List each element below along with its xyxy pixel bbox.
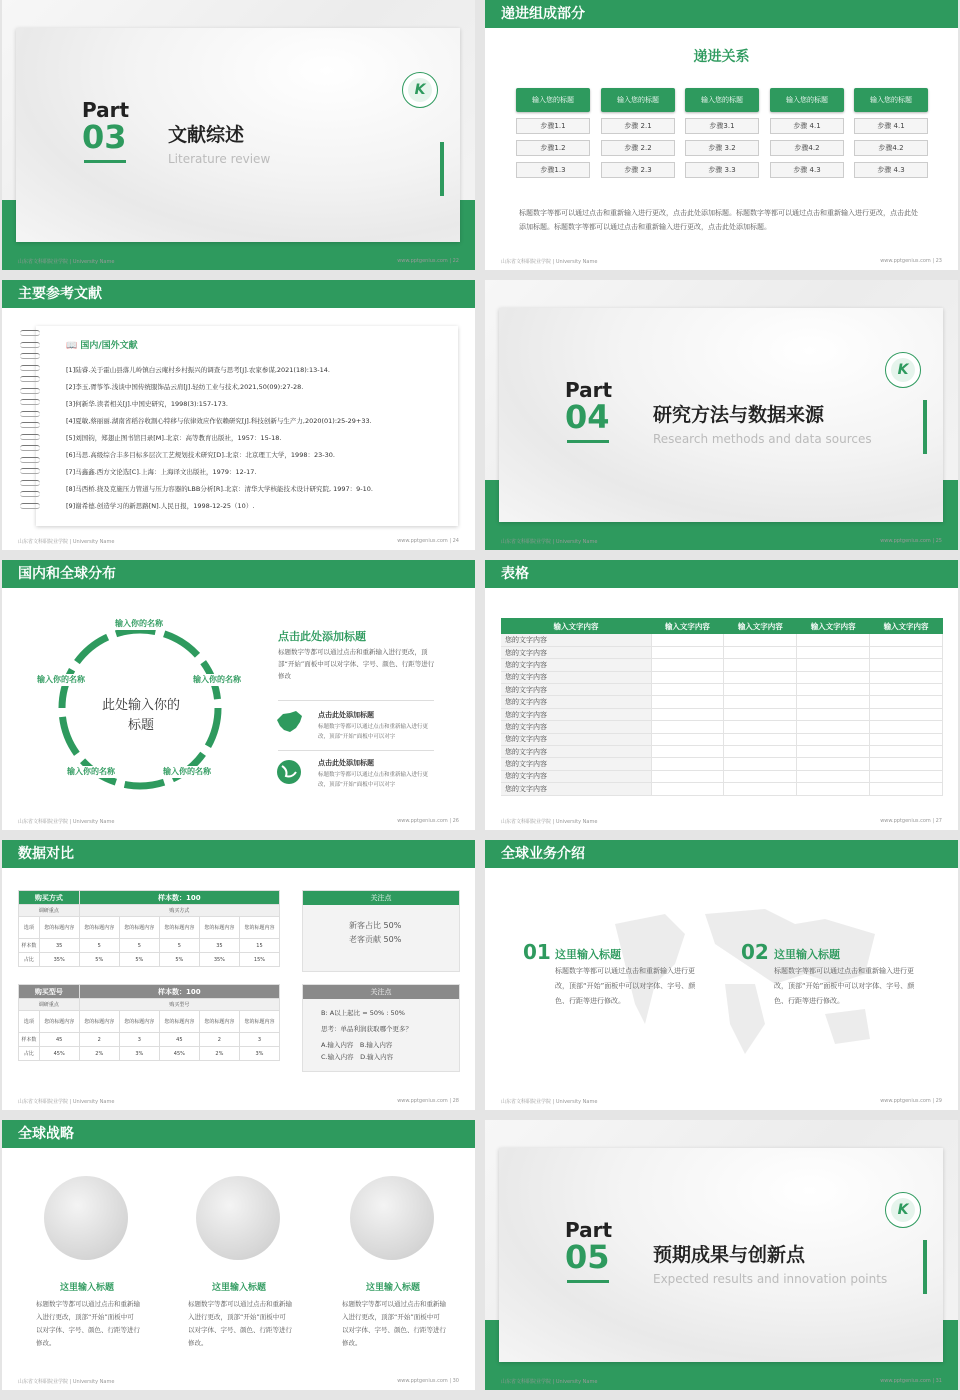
column-header: 输入文字内容 [651, 618, 724, 634]
compare-table: 购买型号 样本数：100 调研重点 购买型号 选项 您的标题内容 您的标题内容 您的标题内容 您的标题内容 您的标题内容 您的标题内容 样本数 45 2 3 45 2 3 占比 45% 2% 3% 45% 2% 3% [18, 984, 280, 1061]
slide-footer: 山东省文科职院业学院 | University Name www.pptgenius.com | 28 [18, 1098, 459, 1105]
accent-bar [440, 142, 444, 196]
accent-bar [923, 400, 927, 454]
reference-item: [1]陆睿.关于霍山县落儿岭镇白云庵村乡村振兴的调查与思考[J].农家参谋,2021(18):13-14. [66, 366, 330, 374]
reference-item: [2]李玉,胥筝筝.浅谈中国传统服饰品云肩[J].轻纺工业与技术,2021,50(09):27-28. [66, 383, 304, 391]
data-table [501, 618, 943, 796]
step-box[interactable]: 步骤 3.2 [685, 140, 759, 156]
part-word: Part [82, 98, 130, 122]
right-text: 标题数字等都可以通过点击和重新输入进行更改，顶部“开始”面板中可以对字体、字号、颜色、行距等进行修改 [278, 648, 435, 680]
column-header: 输入文字内容 [870, 618, 943, 634]
step-column [685, 88, 759, 178]
step-column [854, 88, 928, 178]
table-row: 您的文字内容 [501, 646, 943, 658]
step-column [516, 88, 590, 178]
relation-title: 递进关系 [693, 49, 750, 65]
step-box[interactable]: 步骤3.1 [685, 118, 759, 134]
strategy-text: 标题数字等都可以通过点击和重新输入进行更改，顶部“开始”面板中可以对字体、字号、颜色、行距等进行修改。 [188, 1300, 292, 1347]
item-title: 这里输入标题 [774, 948, 840, 961]
slide-header: 数据对比 [2, 840, 475, 868]
right-title: 点击此处添加标题 [278, 630, 366, 643]
school-logo-icon: K [402, 72, 438, 108]
book-icon: 📖 [66, 341, 81, 351]
step-box[interactable]: 步骤4.2 [770, 140, 844, 156]
step-head-button[interactable]: 输入您的标题 [854, 88, 928, 112]
strategy-title: 这里输入标题 [211, 1283, 266, 1293]
item-title: 点击此处添加标题 [318, 711, 374, 719]
part-underline [84, 160, 126, 163]
divider [278, 700, 434, 701]
section-title: 文献综述 [168, 124, 245, 146]
strategy-text: 标题数字等都可以通过点击和重新输入进行更改，顶部“开始”面板中可以对字体、字号、颜色、行距等进行修改。 [36, 1300, 140, 1347]
slide-29[interactable] [485, 840, 958, 1110]
part-number: 04 [565, 398, 610, 436]
item-text: 标题数字等都可以通过点击和重新输入进行更改，顶部“开始”面板中可以对字体、字号、颜色、行距等进行修改。 [555, 967, 696, 1005]
focus-box: 关注点 新客占比 50% 老客贡献 50% [302, 890, 460, 972]
table-row: 您的文字内容 [501, 770, 943, 782]
slide-25[interactable] [485, 280, 958, 550]
step-box[interactable]: 步骤 4.3 [854, 162, 928, 178]
slide-footer: 山东省文科职院业学院 | University Name www.pptgenius.com | 31 [501, 1378, 942, 1385]
slide-footer: 山东省文科职院业学院 | University Name www.pptgenius.com | 26 [18, 818, 459, 825]
school-logo-icon: K [885, 1192, 921, 1228]
step-box[interactable]: 步骤1.3 [516, 162, 590, 178]
ring-center-title: 此处输入你的标题 [101, 698, 180, 733]
slide-footer: 山东省文科职院业学院 | University Name www.pptgenius.com | 22 [18, 258, 459, 265]
ring-label: 输入你的名称 [115, 619, 163, 628]
reference-item: [5]刘国钧，郑翅止图书馆目录[M].北京：高等教育出版社，1957：15-18. [66, 434, 282, 442]
reference-list-title: 📖 国内/国外文献 [66, 341, 138, 351]
item-text: 标题数字等都可以通过点击和重新输入进行更改，顶部“开始”面板中可以对字 [318, 772, 429, 788]
reference-item: [4]夏敏,蔡丽丽.湖南省稻谷收割心特移与依律效应作依赖研究[J].科技创新与生产力,2020(01):25-29+33. [66, 417, 372, 425]
slide-28[interactable] [2, 840, 475, 1110]
globe-icon [44, 1176, 128, 1260]
slide-23[interactable] [485, 0, 958, 270]
section-subtitle: Research methods and data sources [653, 432, 872, 446]
step-column [770, 88, 844, 178]
slide-footer: 山东省文科职院业学院 | University Name www.pptgenius.com | 29 [501, 1098, 942, 1105]
strategy-text: 标题数字等都可以通过点击和重新输入进行更改，顶部“开始”面板中可以对字体、字号、颜色、行距等进行修改。 [342, 1300, 446, 1347]
china-map-icon [274, 708, 304, 736]
slide-30[interactable] [2, 1120, 475, 1390]
table-row: 您的文字内容 [501, 696, 943, 708]
step-box[interactable]: 步骤 2.2 [601, 140, 675, 156]
part-word: Part [565, 1218, 613, 1242]
reference-item: [6]马思.高级综合丰多目标多层次工艺规划技术研究[D].北京：北京理工大学，1998：23-30. [66, 451, 335, 459]
globe-icon [196, 1176, 280, 1260]
table-row: 您的文字内容 [501, 671, 943, 683]
step-column [601, 88, 675, 178]
table-row: 您的文字内容 [501, 733, 943, 745]
strategy-title: 这里输入标题 [59, 1283, 114, 1293]
step-head-button[interactable]: 输入您的标题 [516, 88, 590, 112]
column-header: 输入文字内容 [797, 618, 870, 634]
table-row: 您的文字内容 [501, 758, 943, 770]
step-box[interactable]: 步骤1.2 [516, 140, 590, 156]
strategy-title: 这里输入标题 [365, 1283, 420, 1293]
slide-header: 国内和全球分布 [2, 560, 475, 588]
compare-table: 购买方式 样本数：100 调研重点 购买方式 选项 您的标题内容 您的标题内容 您的标题内容 您的标题内容 您的标题内容 您的标题内容 样本数 35 5 5 5 35 15 占比 35% 5% 5% 5% 35% 15% [18, 890, 280, 967]
step-box[interactable]: 步骤 2.1 [601, 118, 675, 134]
step-box[interactable]: 步骤 4.1 [854, 118, 928, 134]
table-header-row [501, 618, 943, 634]
section-subtitle: Literature review [168, 152, 271, 166]
spiral-binding-icon [20, 330, 40, 526]
table-row: 您的文字内容 [501, 634, 943, 646]
slide-header: 全球战略 [2, 1120, 475, 1148]
divider [278, 750, 434, 751]
step-box[interactable]: 步骤 4.3 [770, 162, 844, 178]
part-number: 03 [82, 118, 127, 156]
slide-footer: 山东省文科职院业学院 | University Name www.pptgenius.com | 25 [501, 538, 942, 545]
focus-box: 关注点 B: A以上起比 = 50% : 50% 思考：单品利润获取哪个更多？ A.输入内容 B.输入内容 C.输入内容 D.输入内容 [302, 984, 460, 1072]
reference-item: [3]何新华.读者相关[J].中国史研究，1998(3):157-173. [66, 400, 228, 408]
slide-footer: 山东省文科职院业学院 | University Name www.pptgenius.com | 30 [18, 1378, 459, 1385]
table-row: 您的文字内容 [501, 684, 943, 696]
slide-footer: 山东省文科职院业学院 | University Name www.pptgenius.com | 23 [501, 258, 942, 265]
part-number: 05 [565, 1238, 610, 1276]
step-box[interactable]: 步骤 4.1 [770, 118, 844, 134]
column-header: 输入文字内容 [501, 618, 651, 634]
item-text: 标题数字等都可以通过点击和重新输入进行更改，顶部“开始”面板中可以对字 [318, 724, 429, 740]
table-row: 您的文字内容 [501, 721, 943, 733]
reference-item: [8]马西桥.挠及克施压力管道与压力容器的LBB分析[R].北京：清华大学核能技术设计研究院, 1997：9-10. [66, 485, 373, 493]
table-row: 您的文字内容 [501, 708, 943, 720]
table-row: 您的文字内容 [501, 783, 943, 795]
description-text: 标题数字等都可以通过点击和重新输入进行更改，点击此处添加标题。标题数字等都可以通过点击和重新输入进行更改，点击此处添加标题。标题数字等都可以通过点击和重新输入进行更改，点击此处添加标题。 [519, 209, 918, 231]
part-underline [567, 1280, 609, 1283]
step-box[interactable]: 步骤4.2 [854, 140, 928, 156]
ring-label: 输入你的名称 [193, 675, 241, 684]
ring-label: 输入你的名称 [37, 675, 85, 684]
table-row: 您的文字内容 [501, 659, 943, 671]
slide-22[interactable] [2, 0, 475, 270]
item-number: 01 [523, 940, 551, 964]
ring-label: 输入你的名称 [163, 767, 211, 776]
item-title: 点击此处添加标题 [318, 759, 374, 767]
step-box[interactable]: 步骤1.1 [516, 118, 590, 134]
globe-icon [274, 758, 304, 786]
section-title: 预期成果与创新点 [653, 1244, 806, 1266]
step-box[interactable]: 步骤 3.3 [685, 162, 759, 178]
step-head-button[interactable]: 输入您的标题 [601, 88, 675, 112]
slide-31[interactable] [485, 1120, 958, 1390]
slide-24[interactable] [2, 280, 475, 550]
school-logo-icon: K [885, 352, 921, 388]
slide-header: 主要参考文献 [2, 280, 475, 308]
reference-item: [7]马鑫鑫.西方文论选[C].上海：上海译文出版社，1979：12-17. [66, 468, 257, 476]
reference-item: [9]谢希德.创造学习的新思路[N].人民日报，1998-12-25（10）. [66, 502, 255, 510]
table-row: 您的文字内容 [501, 746, 943, 758]
slide-27[interactable] [485, 560, 958, 830]
slide-footer: 山东省文科职院业学院 | University Name www.pptgenius.com | 24 [18, 538, 459, 545]
slide-footer: 山东省文科职院业学院 | University Name www.pptgenius.com | 27 [501, 818, 942, 825]
part-underline [567, 440, 609, 443]
accent-bar [923, 1240, 927, 1294]
reference-list [66, 362, 446, 515]
item-text: 标题数字等都可以通过点击和重新输入进行更改，顶部“开始”面板中可以对字体、字号、颜色、行距等进行修改。 [774, 967, 915, 1005]
slide-header: 表格 [485, 560, 958, 588]
slide-header: 全球业务介绍 [485, 840, 958, 868]
step-head-button[interactable]: 输入您的标题 [685, 88, 759, 112]
step-box[interactable]: 步骤 2.3 [601, 162, 675, 178]
step-head-button[interactable]: 输入您的标题 [770, 88, 844, 112]
slide-header: 递进组成部分 [485, 0, 958, 28]
column-header: 输入文字内容 [724, 618, 797, 634]
section-subtitle: Expected results and innovation points [653, 1272, 888, 1286]
globe-icon [350, 1176, 434, 1260]
part-word: Part [565, 378, 613, 402]
section-title: 研究方法与数据来源 [653, 404, 825, 426]
slide-26[interactable] [2, 560, 475, 830]
ring-label: 输入你的名称 [67, 767, 115, 776]
item-number: 02 [741, 940, 769, 964]
item-title: 这里输入标题 [555, 948, 621, 961]
